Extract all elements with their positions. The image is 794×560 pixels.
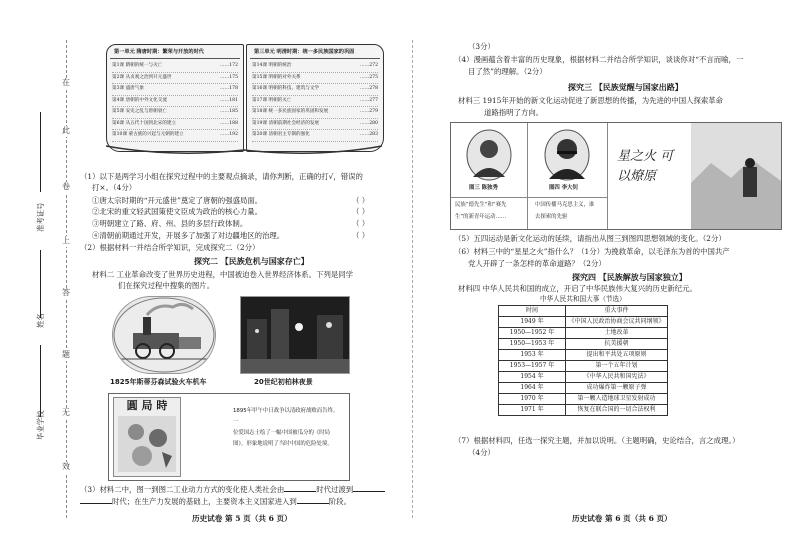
material-2-line2: 们在探究过程中搜集的图片。 <box>118 281 215 290</box>
sidebar-char: 效 <box>62 462 70 471</box>
toc-row <box>252 84 378 96</box>
table-row <box>499 372 668 383</box>
table-row <box>499 383 668 394</box>
toc-lesson: 第2课 从贞观之治到开元盛世 <box>112 74 172 80</box>
book-binding-curve <box>102 140 386 158</box>
photo-note: 生”的新青年运动…… <box>455 214 507 220</box>
q3-text-c: 时代；在生产力发展的基础上，主要资本主义国家进入到 <box>112 497 297 506</box>
events-table-title: 中华人民共和国大事（节选） <box>540 295 626 303</box>
toc-row <box>112 61 238 73</box>
question-6-line2: 党人开辟了一条怎样的革命道路？（2分） <box>468 259 606 268</box>
statement-3-answer[interactable]: （ ） <box>352 219 370 228</box>
answer-blank[interactable] <box>80 497 112 504</box>
table-cell-time: 1971 年 <box>499 405 566 416</box>
question-7-line2: （4分） <box>468 448 495 457</box>
toc-lesson: 第6课 从五代十国到北宋的建立 <box>112 120 177 126</box>
toc-row <box>112 84 238 96</box>
caption-li-dazhao: 图四 李大钊 <box>549 185 578 191</box>
table-cell-event: 第一个五年计划 <box>566 361 668 372</box>
table-row <box>499 361 668 372</box>
table-cell-event: 抗美援朝 <box>566 339 668 350</box>
photo-note: 中国传播马克思主义，谁 <box>535 202 595 208</box>
toc-lesson: 第3课 盛唐气象 <box>112 86 144 92</box>
toc-page: ……280 <box>360 120 378 126</box>
book-left-page <box>106 44 244 152</box>
table-cell-time: 1950—1953 年 <box>499 339 566 350</box>
photo-note: 去探索的先驱 <box>535 214 568 220</box>
statement-2-answer[interactable]: （ ） <box>352 207 370 216</box>
toc-page: ……185 <box>220 109 238 115</box>
landscape-photo-icon <box>691 123 781 229</box>
table-row <box>499 405 668 416</box>
table-cell-time: 1954 年 <box>499 372 566 383</box>
school-line <box>40 345 41 417</box>
toc-row <box>112 96 238 108</box>
page-divider <box>412 40 413 518</box>
calligraphy-panel <box>607 123 692 229</box>
toc-row <box>252 96 378 108</box>
page-5-footer: 历史试卷 第 5 页（共 6 页） <box>192 514 292 523</box>
sidebar-char: 题 <box>62 350 70 359</box>
question-7-line1: （7）根据材料四，任选一探究主题，并加以说明。（主题明确，史论结合，言之成理。） <box>454 436 740 445</box>
toc-page: ……272 <box>360 63 378 69</box>
school-label: 毕业学校 <box>36 410 45 440</box>
table-row <box>499 317 668 328</box>
material-3-images <box>450 122 782 230</box>
cartoon-desc-line: 一 <box>233 419 239 425</box>
answer-blank[interactable] <box>297 497 329 504</box>
cartoon-desc-line: 图》，形象地说明了当时中国的危险处境。 <box>233 441 333 447</box>
shiju-tu-box <box>108 393 350 481</box>
table-cell-event: 《中国人民政治协商会议共同纲领》 <box>566 317 668 328</box>
city-night-illustration-icon <box>241 297 349 373</box>
material-3-line1: 材料三 1915年开始的新文化运动促进了新思想的传播，为先进的中国人探索革命 <box>458 96 724 105</box>
toc-row <box>252 119 378 131</box>
toc-row <box>112 107 238 119</box>
toc-page: ……283 <box>360 132 378 138</box>
question-4-line2: 目了然”的理解。（2分） <box>468 67 547 76</box>
li-dazhao-portrait-icon <box>543 129 591 181</box>
cartoon-description <box>233 406 338 450</box>
material-2-line1: 材料二 工业革命改变了世界历史进程，中国被迫卷入世界经济体系。下列是同学 <box>92 270 354 279</box>
book-right-toc <box>252 61 378 142</box>
cartoon-title: 圓 局 時 <box>126 399 168 412</box>
toc-lesson: 第17课 明朝的灭亡 <box>252 97 292 103</box>
table-cell-event: 第一颗人造地球卫星发射成功 <box>566 394 668 405</box>
table-row <box>499 394 668 405</box>
chen-duxiu-portrait-icon <box>465 129 513 181</box>
exam-number-label: 准考证号 <box>36 202 45 232</box>
toc-page: ……277 <box>360 97 378 103</box>
toc-row <box>112 119 238 131</box>
toc-row <box>252 73 378 85</box>
caption-locomotive: 1825年斯蒂芬森试验火车机车 <box>110 378 207 386</box>
answer-blank[interactable] <box>284 485 316 492</box>
sidebar-char: 在 <box>62 78 70 87</box>
events-table-body <box>499 317 668 416</box>
statement-2: ②北宋的重文轻武国策使文臣成为政治的核心力量。 <box>92 207 262 216</box>
sidebar-char: 上 <box>62 236 70 245</box>
question-3-line1 <box>80 485 385 495</box>
caption-berlin-night: 20世纪初柏林夜景 <box>254 378 313 386</box>
toc-lesson: 第10课 蒙古族的兴起与元朝的建立 <box>112 132 184 138</box>
statement-4: ④清朝前期通过开发，开展多了加强了对边疆地区的治理。 <box>92 231 285 240</box>
question-2: （2）根据材料一并结合所学知识，完成探究二（2分） <box>80 243 260 252</box>
book-left-toc <box>112 61 238 142</box>
toc-lesson: 第16课 明朝的科技、建筑与文学 <box>252 86 320 92</box>
question-1-line1: （1）以下是两学习小组在探究过程中的主要观点摘录，请你判断，正确的打√，错误的 <box>80 172 363 181</box>
toc-lesson: 第5课 安史之乱与唐朝衰亡 <box>112 109 167 115</box>
toc-row <box>112 73 238 85</box>
cartoon-map-icon <box>118 416 176 472</box>
toc-page: ……275 <box>360 74 378 80</box>
table-row <box>499 339 668 350</box>
caption-chen-duxiu: 图三 陈独秀 <box>469 185 498 191</box>
explore-3-heading: 探究三 【民族觉醒与国家出路】 <box>568 82 683 92</box>
sidebar-char: 卷 <box>62 182 70 191</box>
book-right-page <box>246 44 384 152</box>
material-4: 材料四 中华人民共和国的成立，开启了中华民族伟大复兴的历史新纪元。 <box>458 284 697 293</box>
explore-2-heading: 探究二 【民族危机与国家存亡】 <box>194 256 309 266</box>
score-3: （3分） <box>468 42 495 51</box>
textbook-contents-image <box>102 40 386 158</box>
table-header-row <box>499 306 668 317</box>
table-row <box>499 350 668 361</box>
statement-1-answer[interactable]: （ ） <box>352 196 370 205</box>
steam-locomotive-photo <box>112 296 216 374</box>
book-left-title: 第一单元 隋唐时期：繁荣与开放的时代 <box>110 45 240 59</box>
toc-lesson: 第4课 唐朝的中外文化交流 <box>112 97 167 103</box>
table-cell-event: 成功爆炸第一颗原子弹 <box>566 383 668 394</box>
statement-3: ③明朝建立了路、府、州、县的多层行政体制。 <box>92 219 248 228</box>
question-4-line1: （4）漫画蕴含着丰富的历史现象，根据材料二并结合所学知识，谈谈你对“不言而喻，一 <box>454 55 744 64</box>
table-cell-time: 1964 年 <box>499 383 566 394</box>
toc-row <box>252 61 378 73</box>
answer-blank[interactable] <box>353 485 385 492</box>
toc-lesson: 第15课 明朝的对外关系 <box>252 74 301 80</box>
book-right-title: 第三单元 明清时期：统一多民族国家的巩固 <box>250 45 380 59</box>
table-cell-event: 《中华人民共和国宪法》 <box>566 372 668 383</box>
q3-text-b: 时代过渡到 <box>316 485 354 494</box>
table-cell-time: 1953 年 <box>499 350 566 361</box>
question-6-line1: （6）材料三中的“星星之火”指什么？（1分）为挽救革命，以毛泽东为首的中国共产 <box>454 247 730 256</box>
q3-text-a: （3）材料二中，图一到图二工业动力方式的变化使人类社会由 <box>80 485 285 494</box>
mao-zedong-photo <box>691 123 781 229</box>
toc-page: ……178 <box>220 86 238 92</box>
name-label: 姓名 <box>36 313 45 328</box>
table-cell-event: 土地改革 <box>566 328 668 339</box>
table-cell-time: 1953—1957 年 <box>499 361 566 372</box>
table-cell-time: 1970 年 <box>499 394 566 405</box>
toc-page: ……279 <box>360 109 378 115</box>
toc-page: ……278 <box>360 86 378 92</box>
table-cell-event: 恢复在联合国的一切合法权利 <box>566 405 668 416</box>
toc-page: ……192 <box>220 132 238 138</box>
question-3-line2 <box>80 497 351 507</box>
berlin-night-photo <box>240 296 350 374</box>
toc-page: ……172 <box>220 63 238 69</box>
toc-lesson: 第18课 统一多民族国家的巩固和发展 <box>252 109 329 115</box>
statement-1: ①唐太宗时期的“开元盛世”奠定了唐朝的强盛局面。 <box>92 196 263 205</box>
table-cell-event: 提出和平共处五项原则 <box>566 350 668 361</box>
sidebar-char: 答 <box>62 288 70 297</box>
cartoon-desc-line: 位爱国志士绘了一幅中国被瓜分的《时局 <box>233 430 331 436</box>
table-cell-time: 1949 年 <box>499 317 566 328</box>
locomotive-illustration-icon <box>113 297 215 373</box>
events-table <box>498 305 668 416</box>
toc-page: ……175 <box>220 74 238 80</box>
page-6-footer: 历史试卷 第 6 页（共 6 页） <box>572 514 672 523</box>
cartoon-desc-line: 1895年甲午中日战争以清政府战败而告终。 <box>233 408 339 414</box>
sidebar-char: 此 <box>62 126 70 135</box>
material-3-line2: 道路指明了方向。 <box>484 108 544 117</box>
table-row <box>499 328 668 339</box>
table-cell-time: 1950—1952 年 <box>499 328 566 339</box>
toc-lesson: 第19课 清朝前期社会经济的发展 <box>252 120 320 126</box>
toc-page: ……181 <box>220 97 238 103</box>
photo-notes <box>451 197 607 230</box>
question-1-line2: 打×。（4分） <box>92 183 137 192</box>
name-line <box>40 250 41 318</box>
toc-lesson: 第20课 清朝君主专制的强化 <box>252 132 310 138</box>
explore-4-heading: 探究四 【民族解放与国家独立】 <box>572 272 687 282</box>
toc-page: ……188 <box>220 120 238 126</box>
sidebar-char: 无 <box>62 408 70 417</box>
shiju-tu-cartoon <box>113 397 181 477</box>
question-5: （5）五四运动是新文化运动的延续，请指出从图三到图四思想领域的变化。（2分） <box>454 234 726 243</box>
binding-dash-line <box>66 40 67 518</box>
exam-number-line <box>40 112 41 192</box>
toc-lesson: 第14课 明朝的统治 <box>252 63 292 69</box>
table-header-event: 重大事件 <box>566 306 668 317</box>
q3-text-d: 阶段。 <box>328 497 351 506</box>
toc-row <box>252 107 378 119</box>
calligraphy-text: 星之火 可以燎原 <box>617 149 674 184</box>
toc-lesson: 第1课 隋朝的统一与灭亡 <box>112 63 163 69</box>
photo-note: 民族“德先生”和“赛先 <box>455 202 507 208</box>
statement-4-answer[interactable]: （ ） <box>352 231 370 240</box>
table-header-time: 时间 <box>499 306 566 317</box>
